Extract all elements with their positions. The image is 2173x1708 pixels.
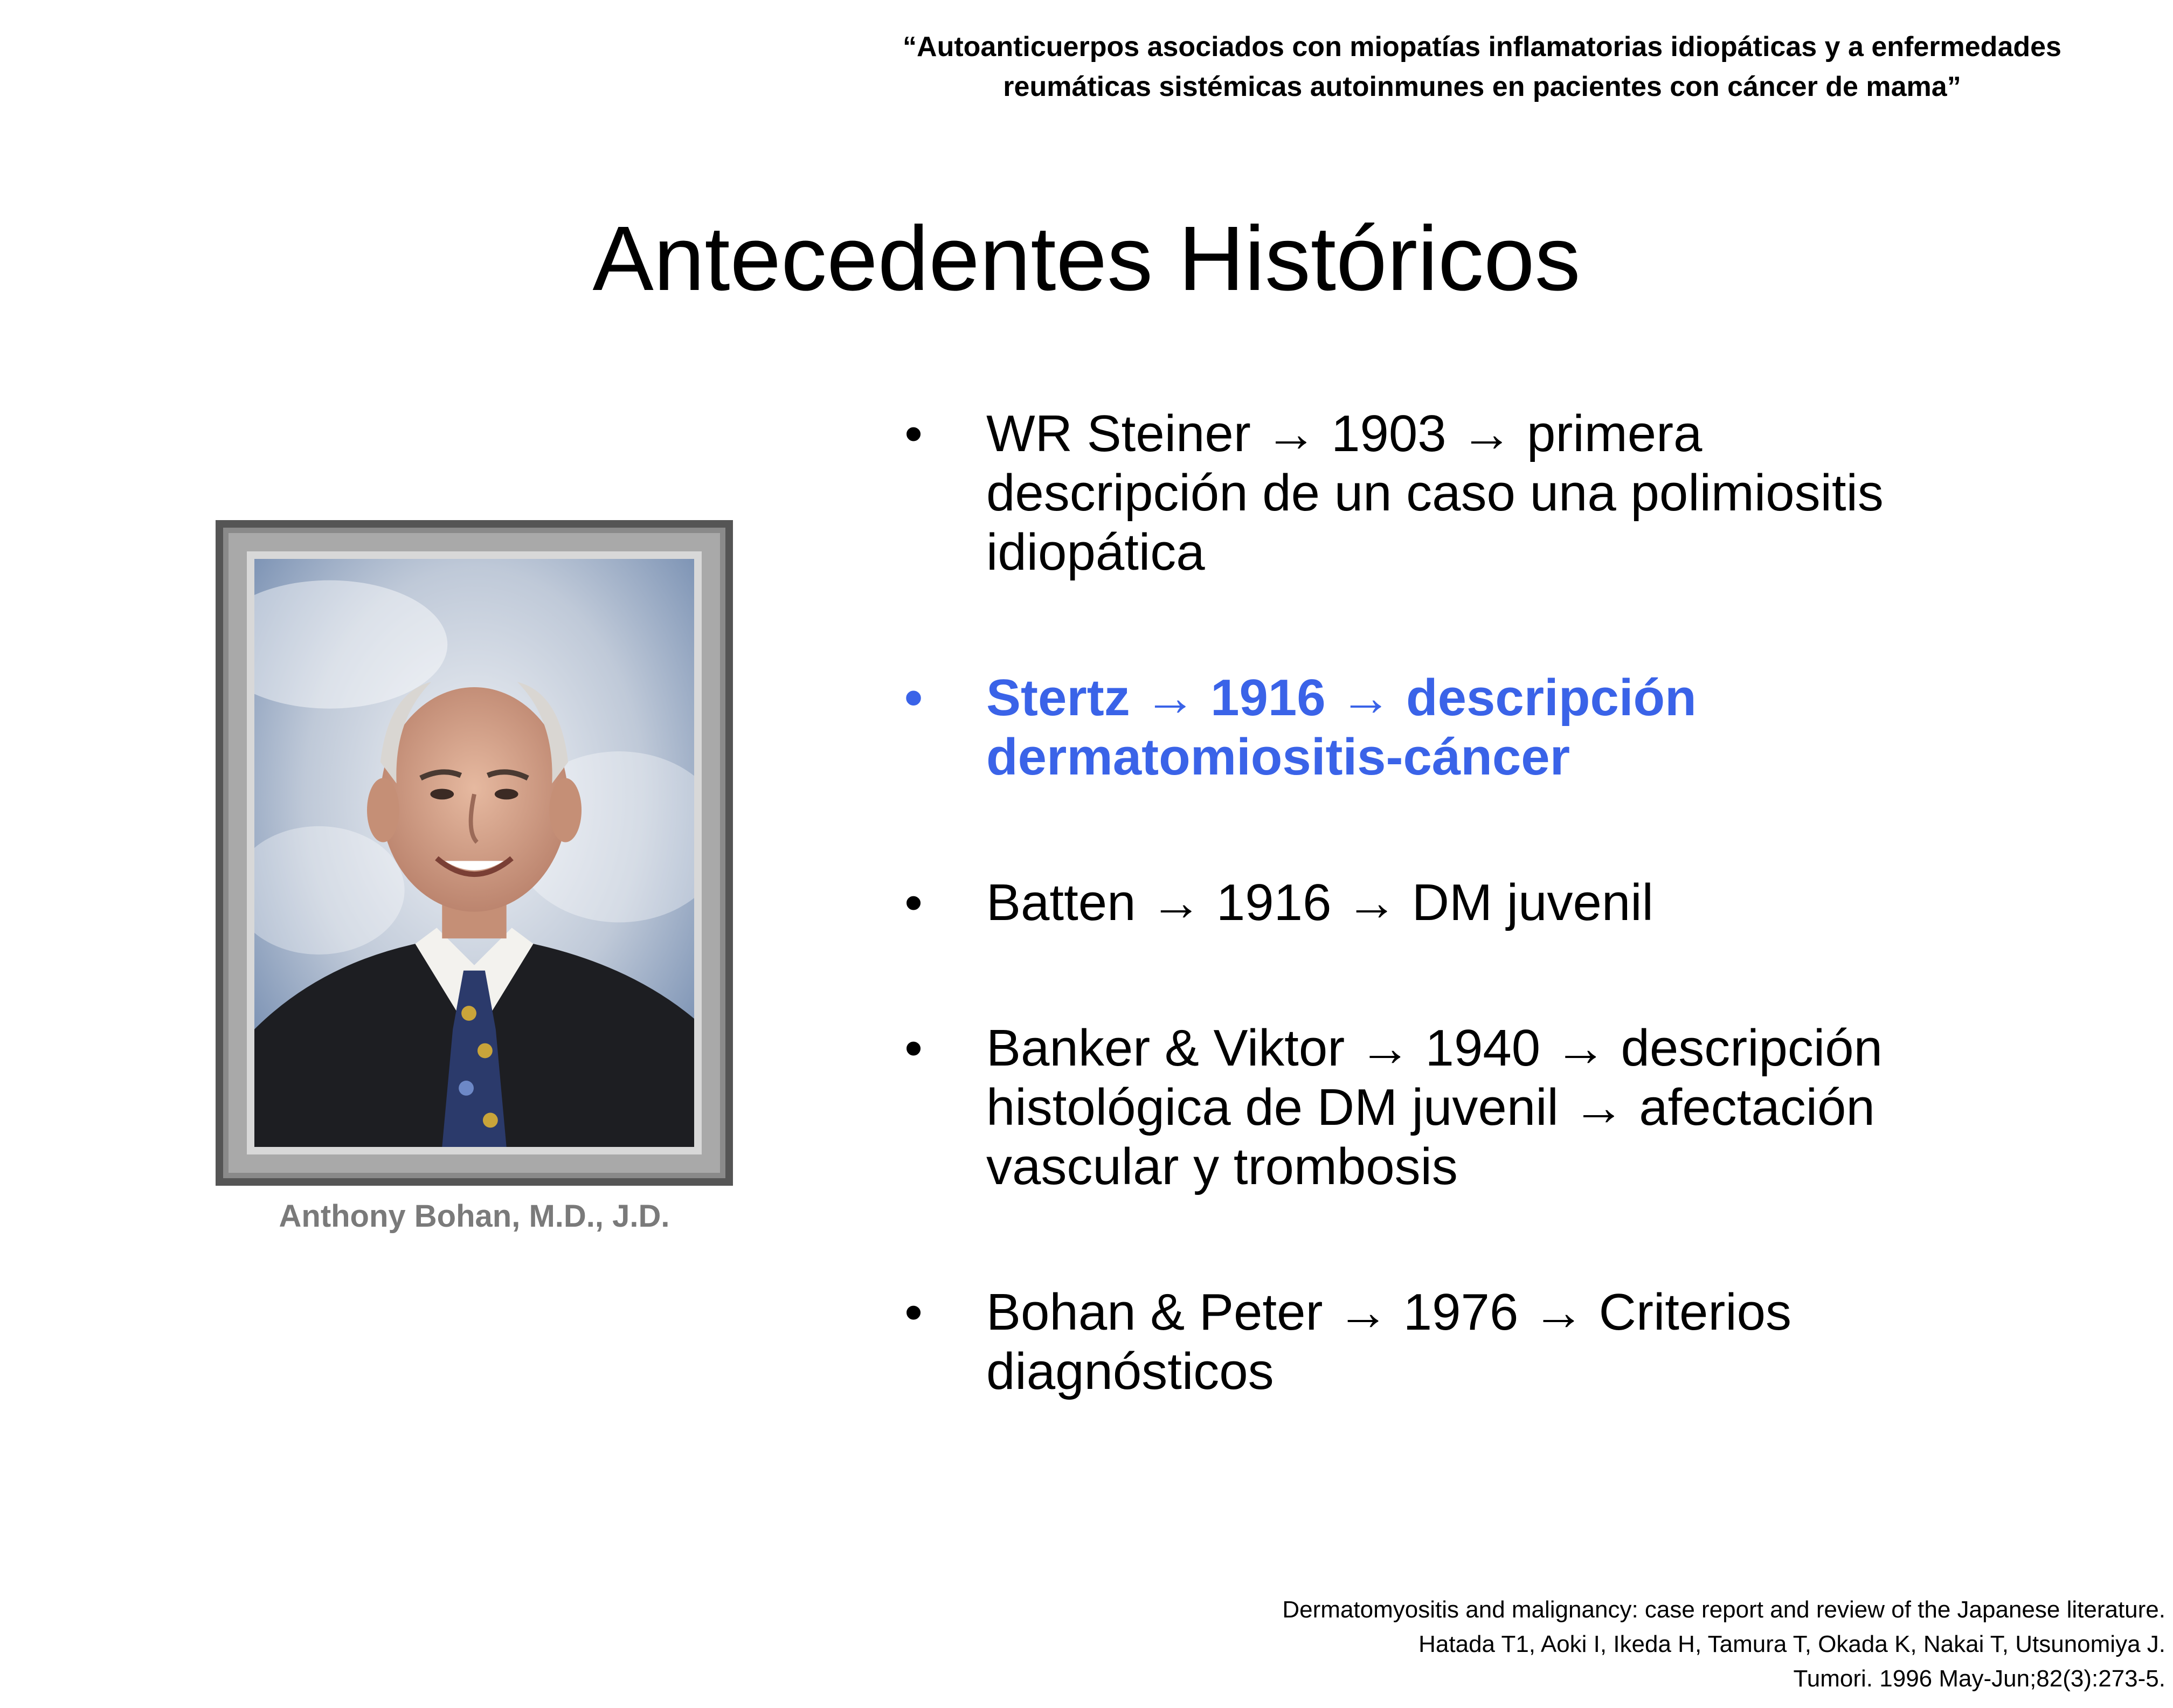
- bullet-dot-icon: •: [904, 1019, 923, 1077]
- bullet-line: dermatomiositis-cáncer: [986, 728, 1570, 786]
- bullet-dot-icon: •: [904, 874, 923, 931]
- header-line-2: reumáticas sistémicas autoinmunes en pacientes con cáncer de mama”: [1003, 71, 1961, 102]
- bullet-line: Banker & Viktor → 1940 → descripción: [986, 1019, 1883, 1077]
- bullet-item: [895, 873, 2134, 932]
- reference-line-2: Hatada T1, Aoki I, Ikeda H, Tamura T, Okada K, Nakai T, Utsunomiya J.: [1418, 1631, 2165, 1657]
- reference-line-1: Dermatomyositis and malignancy: case report and review of the Japanese literature.: [1282, 1596, 2165, 1623]
- portrait-mat: [247, 551, 702, 1154]
- bullet-line: Stertz → 1916 → descripción: [986, 669, 1697, 727]
- bullet-item-highlighted: [895, 668, 2134, 787]
- bullet-line: WR Steiner → 1903 → primera: [986, 405, 1703, 462]
- bullet-dot-icon: •: [904, 1283, 923, 1341]
- header-line-1: “Autoanticuerpos asociados con miopatías inflamatorias idiopáticas y a enfermedades: [903, 31, 2061, 63]
- reference-line-3: Tumori. 1996 May-Jun;82(3):273-5.: [1793, 1665, 2165, 1692]
- bullet-line: descripción de un caso una polimiositis: [986, 464, 1884, 522]
- portrait-frame: [216, 520, 733, 1186]
- bullet-list: [895, 404, 2134, 1401]
- bullet-line: Bohan & Peter → 1976 → Criterios: [986, 1283, 1792, 1341]
- bullet-line: vascular y trombosis: [986, 1138, 1458, 1195]
- slide-title: Antecedentes Históricos: [592, 208, 1581, 310]
- bullet-line: Batten → 1916 → DM juvenil: [986, 874, 1653, 931]
- bullet-line: idiopática: [986, 523, 1205, 581]
- bullet-line: diagnósticos: [986, 1343, 1274, 1400]
- bullet-item: [895, 1283, 2134, 1401]
- bullet-line: histológica de DM juvenil → afectación: [986, 1078, 1875, 1136]
- bullet-dot-icon: •: [904, 669, 923, 727]
- portrait-photo: [254, 559, 694, 1147]
- bullet-item: [895, 1019, 2134, 1197]
- portrait-caption: Anthony Bohan, M.D., J.D.: [279, 1199, 670, 1234]
- bullet-item: [895, 404, 2134, 582]
- bullet-dot-icon: •: [904, 405, 923, 462]
